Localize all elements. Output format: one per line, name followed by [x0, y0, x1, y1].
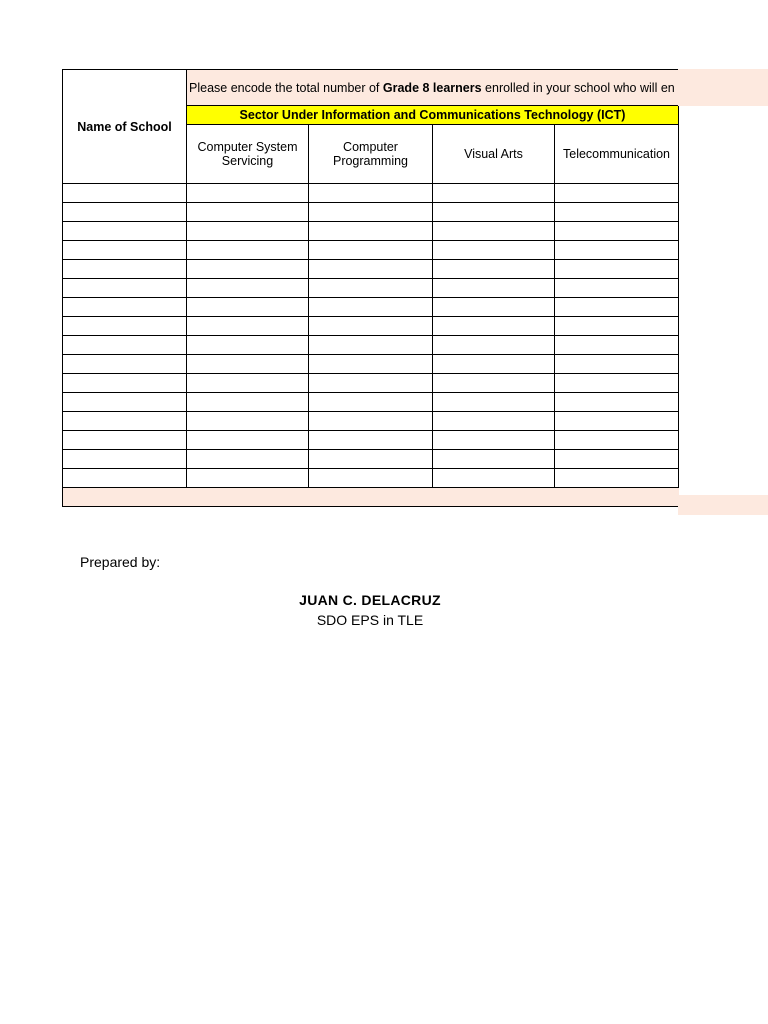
table-row	[63, 450, 679, 469]
table-row	[63, 222, 679, 241]
count-cell[interactable]	[309, 184, 433, 203]
table-row	[63, 298, 679, 317]
school-name-cell[interactable]	[63, 336, 187, 355]
count-cell[interactable]	[433, 279, 555, 298]
count-cell[interactable]	[187, 450, 309, 469]
count-cell[interactable]	[555, 450, 679, 469]
total-row-cell[interactable]	[63, 488, 679, 507]
count-cell[interactable]	[555, 260, 679, 279]
count-cell[interactable]	[187, 184, 309, 203]
enrollment-table	[62, 69, 679, 507]
count-cell[interactable]	[433, 431, 555, 450]
count-cell[interactable]	[187, 336, 309, 355]
count-cell[interactable]	[555, 317, 679, 336]
count-cell[interactable]	[433, 393, 555, 412]
school-name-cell[interactable]	[63, 260, 187, 279]
count-cell[interactable]	[555, 203, 679, 222]
column-header-computer-system-servicing[interactable]: Computer System Servicing	[187, 125, 309, 184]
signatory-name: JUAN C. DELACRUZ	[299, 592, 441, 608]
school-name-cell[interactable]	[63, 412, 187, 431]
count-cell[interactable]	[187, 203, 309, 222]
count-cell[interactable]	[309, 374, 433, 393]
school-name-cell[interactable]	[63, 469, 187, 488]
count-cell[interactable]	[187, 317, 309, 336]
count-cell[interactable]	[187, 412, 309, 431]
instruction-prefix: Please encode the total number of	[189, 80, 383, 95]
count-cell[interactable]	[555, 336, 679, 355]
signatory-title: SDO EPS in TLE	[316, 612, 424, 628]
table-row	[63, 469, 679, 488]
school-name-cell[interactable]	[63, 393, 187, 412]
count-cell[interactable]	[433, 203, 555, 222]
instruction-row	[63, 70, 679, 106]
table-row	[63, 355, 679, 374]
table-row	[63, 336, 679, 355]
school-name-cell[interactable]	[63, 222, 187, 241]
school-name-cell[interactable]	[63, 374, 187, 393]
count-cell[interactable]	[309, 203, 433, 222]
count-cell[interactable]	[433, 374, 555, 393]
instruction-cell[interactable]	[187, 70, 679, 106]
table-row	[63, 203, 679, 222]
school-name-cell[interactable]	[63, 431, 187, 450]
count-cell[interactable]	[187, 431, 309, 450]
instruction-overflow-band	[678, 69, 768, 106]
count-cell[interactable]	[309, 241, 433, 260]
count-cell[interactable]	[433, 298, 555, 317]
count-cell[interactable]	[433, 469, 555, 488]
count-cell[interactable]	[187, 469, 309, 488]
table-row	[63, 184, 679, 203]
count-cell[interactable]	[433, 184, 555, 203]
count-cell[interactable]	[555, 469, 679, 488]
count-cell[interactable]	[433, 336, 555, 355]
table-row	[63, 279, 679, 298]
count-cell[interactable]	[309, 431, 433, 450]
count-cell[interactable]	[555, 279, 679, 298]
count-cell[interactable]	[187, 374, 309, 393]
count-cell[interactable]	[555, 431, 679, 450]
count-cell[interactable]	[309, 469, 433, 488]
sector-header[interactable]: Sector Under Information and Communications Technology (ICT)	[187, 106, 679, 125]
count-cell[interactable]	[309, 317, 433, 336]
column-header-visual-arts[interactable]: Visual Arts	[433, 125, 555, 184]
school-name-cell[interactable]	[63, 184, 187, 203]
count-cell[interactable]	[433, 222, 555, 241]
prepared-by-label: Prepared by:	[80, 554, 161, 570]
count-cell[interactable]	[309, 279, 433, 298]
count-cell[interactable]	[555, 241, 679, 260]
count-cell[interactable]	[555, 222, 679, 241]
table-row	[63, 317, 679, 336]
count-cell[interactable]	[555, 393, 679, 412]
column-header-computer-programming[interactable]: Computer Programming	[309, 125, 433, 184]
count-cell[interactable]	[555, 298, 679, 317]
school-name-cell[interactable]	[63, 355, 187, 374]
name-of-school-header[interactable]: Name of School	[63, 70, 187, 184]
table-row	[63, 374, 679, 393]
table-row	[63, 260, 679, 279]
footer-overflow-band	[678, 495, 768, 515]
count-cell[interactable]	[433, 241, 555, 260]
count-cell[interactable]	[187, 393, 309, 412]
count-cell[interactable]	[309, 412, 433, 431]
total-row	[63, 488, 679, 507]
count-cell[interactable]	[433, 412, 555, 431]
instruction-bold: Grade 8 learners	[382, 80, 482, 95]
table-row	[63, 412, 679, 431]
count-cell[interactable]	[187, 298, 309, 317]
school-name-cell[interactable]	[63, 241, 187, 260]
count-cell[interactable]	[309, 355, 433, 374]
count-cell[interactable]	[309, 298, 433, 317]
count-cell[interactable]	[555, 374, 679, 393]
count-cell[interactable]	[309, 393, 433, 412]
instruction-suffix: enrolled in your school who will en	[481, 80, 675, 95]
table-row	[63, 431, 679, 450]
count-cell[interactable]	[309, 222, 433, 241]
count-cell[interactable]	[433, 355, 555, 374]
school-name-cell[interactable]	[63, 317, 187, 336]
count-cell[interactable]	[555, 412, 679, 431]
count-cell[interactable]	[187, 260, 309, 279]
count-cell[interactable]	[187, 355, 309, 374]
table-row	[63, 393, 679, 412]
count-cell[interactable]	[433, 260, 555, 279]
count-cell[interactable]	[309, 336, 433, 355]
count-cell[interactable]	[555, 355, 679, 374]
count-cell[interactable]	[433, 317, 555, 336]
count-cell[interactable]	[187, 222, 309, 241]
count-cell[interactable]	[555, 184, 679, 203]
count-cell[interactable]	[187, 279, 309, 298]
school-name-cell[interactable]	[63, 279, 187, 298]
table-row	[63, 241, 679, 260]
count-cell[interactable]	[187, 241, 309, 260]
school-name-cell[interactable]	[63, 450, 187, 469]
count-cell[interactable]	[309, 450, 433, 469]
column-header-telecommunication[interactable]: Telecommunication	[555, 125, 679, 184]
count-cell[interactable]	[309, 260, 433, 279]
count-cell[interactable]	[433, 450, 555, 469]
school-name-cell[interactable]	[63, 298, 187, 317]
school-name-cell[interactable]	[63, 203, 187, 222]
